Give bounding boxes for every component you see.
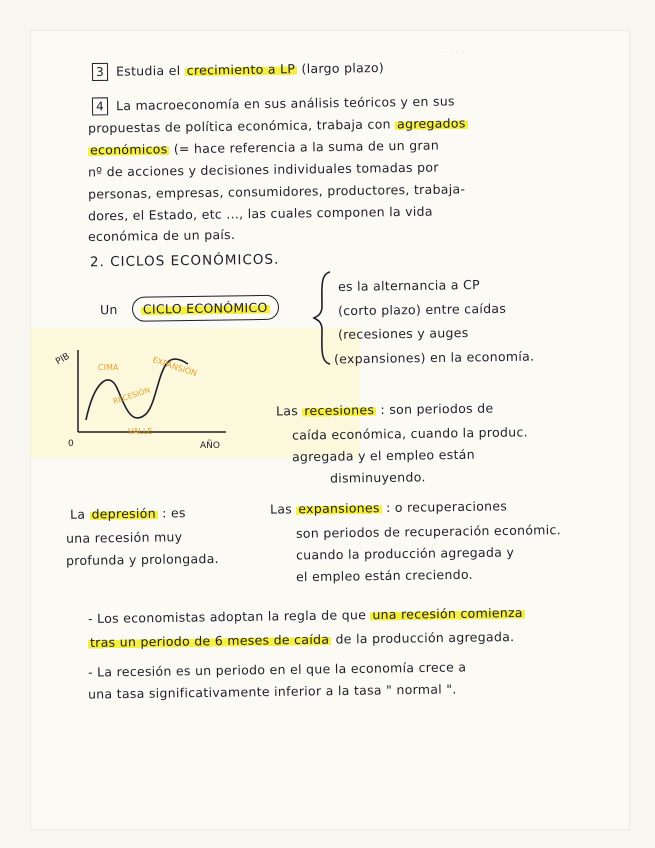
recesiones-line-1 <box>276 398 494 420</box>
item-3-line <box>92 58 384 81</box>
ciclo-def-3: (recesiones y auges <box>337 325 469 342</box>
item-4-line-3 <box>88 136 439 160</box>
item-number-box: 3 <box>92 63 108 81</box>
text-fragment: - Los economistas adoptan la regla de que <box>87 607 371 627</box>
ciclo-label <box>100 295 279 322</box>
text-fragment: Las <box>269 501 297 517</box>
depresion-line-1 <box>70 503 186 524</box>
depresion-line-3: profunda y prolongada. <box>65 550 219 569</box>
highlight-ciclo: CICLO ECONÓMICO <box>142 299 268 317</box>
recesiones-line-3: agregada y el empleo están <box>291 446 476 465</box>
recesiones-line-2: caída económica, cuando la produc. <box>291 424 528 443</box>
highlight-agregados: agregados <box>396 115 466 132</box>
bullet-1-line-1 <box>88 603 525 628</box>
text-fragment: Un <box>99 302 118 318</box>
text-fragment: La macroeconomía en sus análisis teóricos y en sus <box>115 93 455 114</box>
text-fragment: Las <box>275 403 303 419</box>
ciclo-def-4: (expansiones) en la economía. <box>333 348 535 367</box>
expansiones-line-2: son periodos de recuperación económic. <box>295 522 562 541</box>
text-fragment: : o recuperaciones <box>381 498 508 516</box>
expansiones-line-3: cuando la producción agregada y <box>295 544 515 563</box>
item-4-line-2 <box>88 113 468 137</box>
graph-cima: CIMA <box>98 363 119 372</box>
text-fragment: (largo plazo) <box>297 59 385 77</box>
text-fragment: de la producción agregada. <box>331 629 515 647</box>
curly-brace <box>312 270 336 366</box>
item-4-line-4: nº de acciones y decisiones individuales tomadas por <box>87 159 439 180</box>
text-fragment: propuestas de política económica, trabaja con <box>87 116 396 136</box>
highlight-recesion-comienza: una recesión comienza <box>372 604 523 623</box>
section-2-title: 2. CICLOS ECONÓMICOS. <box>89 251 280 271</box>
text-fragment: (= hace referencia a la suma de un gran <box>169 137 440 157</box>
highlight-economicos: económicos <box>89 141 168 158</box>
item-4-line-7: económica de un país. <box>87 226 236 245</box>
highlight-depresion: depresión <box>91 505 156 522</box>
text-fragment: : es <box>157 505 186 521</box>
ciclo-def-2: (corto plazo) entre caídas <box>337 300 507 319</box>
item-4-line-1 <box>92 91 455 115</box>
graph-recesion: RECESIÓN <box>111 385 152 406</box>
ciclo-economico-pill <box>132 295 279 322</box>
bullet-2-line-2: una tasa significativamente inferior a la tasa " normal ". <box>87 681 457 702</box>
graph-valle: VALLE <box>128 427 153 436</box>
text-fragment: La <box>69 506 90 522</box>
expansiones-line-1 <box>270 496 507 518</box>
highlight-expansiones: expansiones <box>298 500 380 517</box>
graph-expansion: EXPANSIÓN <box>151 355 198 379</box>
graph-xlabel: AÑO <box>200 441 220 451</box>
item-4-line-6: dores, el Estado, etc ..., las cuales componen la vida <box>87 203 433 224</box>
graph-origin: 0 <box>68 439 74 449</box>
cycle-graph <box>50 342 240 460</box>
item-4-line-5: personas, empresas, consumidores, productores, trabaja- <box>87 181 466 202</box>
text-fragment: : son periodos de <box>376 400 494 418</box>
highlight-seis-meses: tras un periodo de 6 meses de caída <box>89 631 330 650</box>
notebook-page <box>30 30 630 830</box>
depresion-line-2: una recesión muy <box>65 529 183 546</box>
highlight-recesiones: recesiones <box>304 402 375 419</box>
item-number-box: 4 <box>92 97 108 115</box>
bullet-2-line-1: - La recesión es un periodo en el que la economía crece a <box>87 659 467 680</box>
graph-ylabel: PIB <box>54 351 72 368</box>
text-fragment: Estudia el <box>115 62 185 79</box>
ciclo-def-1: es la alternancia a CP <box>337 277 481 294</box>
bleed-through-text: · · · · · · <box>430 48 465 59</box>
highlight-crecimiento: crecimiento a LP <box>186 61 296 78</box>
expansiones-line-4: el empleo están creciendo. <box>295 566 474 585</box>
recesiones-line-4: disminuyendo. <box>329 469 426 486</box>
bullet-1-line-2 <box>88 627 515 652</box>
